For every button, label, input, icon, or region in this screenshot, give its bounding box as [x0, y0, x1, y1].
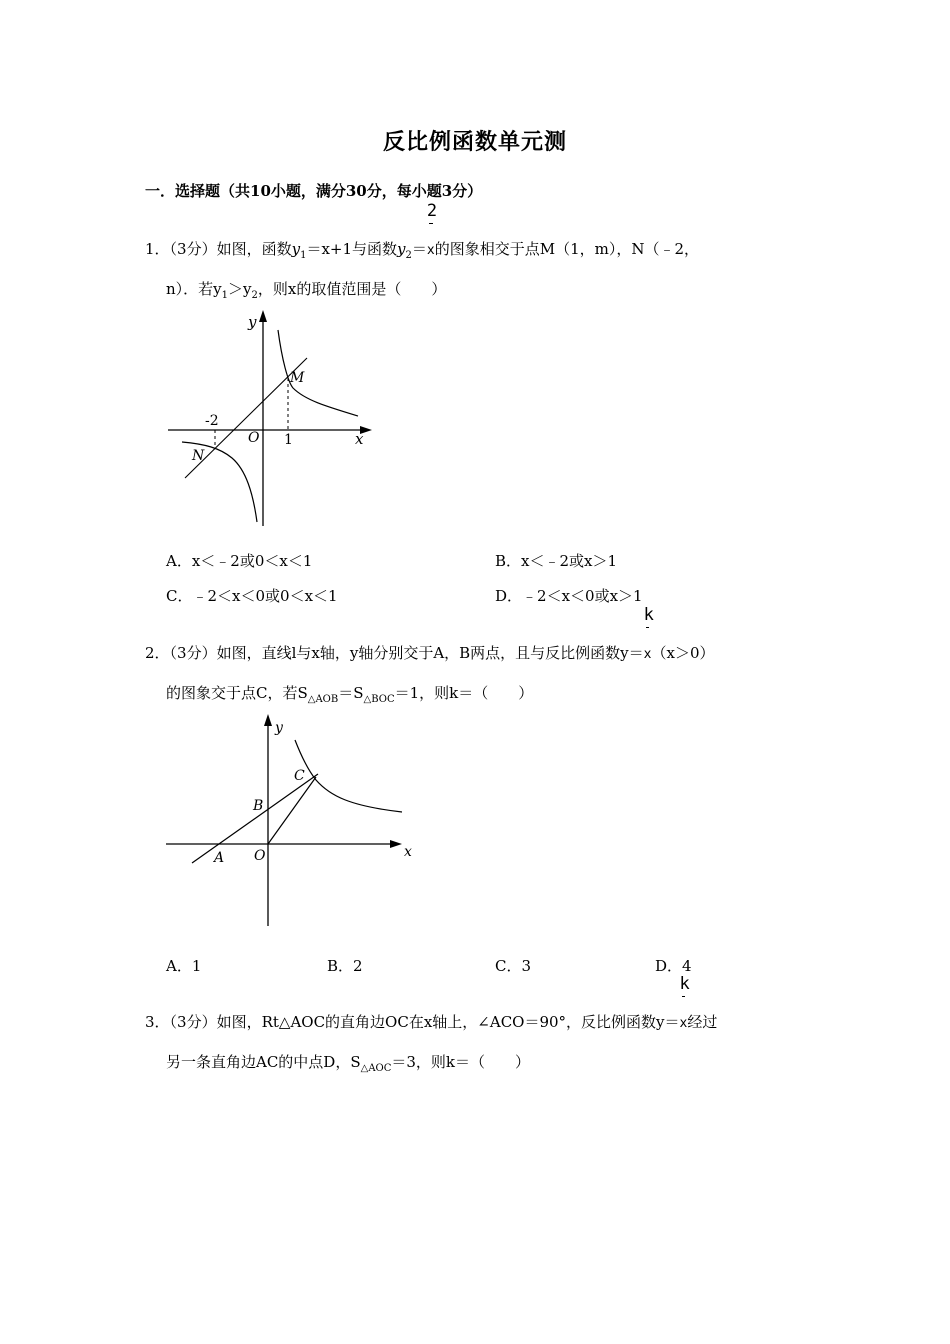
q1-line2: [166, 279, 446, 306]
q1-tick-neg2: -2: [205, 413, 219, 429]
q1-frac-den: x: [426, 243, 435, 258]
q1-number: 1．: [145, 240, 170, 258]
q2-frac-num: k: [643, 605, 654, 625]
q2-line2b: ＝S: [338, 684, 364, 702]
q2-y-label: y: [275, 720, 283, 736]
q1-y1: y: [291, 240, 301, 258]
q1-option-d[interactable]: D．﹣2＜x＜0或x＞1: [495, 587, 643, 605]
q1-line2a: n）．若y: [166, 280, 222, 298]
q3-frac-bar: [682, 996, 686, 997]
q1-y-label: y: [248, 313, 257, 331]
q2-number: 2．: [145, 644, 170, 662]
q2-frac-den: x: [643, 647, 652, 662]
q1-x-label: x: [355, 430, 364, 448]
q1-option-a[interactable]: A．x＜﹣2或0＜x＜1: [166, 552, 313, 570]
q1-y-arrow: [259, 310, 267, 322]
q2-x-label: x: [404, 844, 412, 860]
q2-point-C: C: [294, 768, 305, 784]
q2-text1: （3分）如图，直线l与x轴，y轴分别交于A，B两点，且与反比例函数y＝: [169, 644, 644, 662]
q3-number: 3．: [145, 1013, 170, 1031]
section-heading: 一．选择题（共10小题，满分30分，每小题3分）: [145, 182, 483, 200]
q2-fraction: [643, 605, 654, 665]
q2-y-arrow: [264, 714, 272, 726]
q2-point-B: B: [253, 798, 264, 814]
q2-line2c: ＝1，则k＝（ ）: [394, 684, 534, 702]
q2-sub2: △BOC: [363, 694, 395, 705]
q2-line2: [166, 683, 533, 710]
q2-graph: [160, 710, 420, 932]
q3-line2b: ＝3，则k＝（ ）: [391, 1053, 531, 1071]
q2-option-c[interactable]: C．3: [495, 957, 532, 975]
q3-text1: （3分）如图，Rt△AOC的直角边OC在x轴上，∠ACO＝90°，反比例函数y＝: [169, 1013, 680, 1031]
q2-sub1: △AOB: [307, 694, 339, 705]
q1-y2-sub: 2: [405, 250, 412, 261]
q2-point-A: A: [214, 850, 225, 866]
page-title: 反比例函数单元测: [382, 129, 567, 155]
q2-option-a[interactable]: A．1: [166, 957, 202, 975]
q3-fraction: [679, 974, 690, 1034]
q2-hyperbola: [295, 740, 402, 812]
q1-y1-sub: 1: [300, 250, 307, 261]
q1-score: （3分）如图，函数: [169, 240, 292, 258]
q3-frac-num: k: [679, 974, 690, 994]
q1-line2b: ＞y: [228, 280, 252, 298]
q2-frac-bar: [646, 627, 650, 628]
q1-frac-num: 2: [426, 201, 438, 221]
q2-origin: O: [254, 848, 266, 864]
q2-line2a: 的图象交于点C，若S: [166, 684, 308, 702]
q1-eq1: ＝x+1与函数: [306, 240, 398, 258]
q1-line2c: ，则x的取值范围是（ ）: [257, 280, 447, 298]
q1-line2-sub2: 2: [251, 290, 258, 301]
q3-frac-den: x: [679, 1016, 688, 1031]
q3-line2a: 另一条直角边AC的中点D，S: [166, 1053, 361, 1071]
q3-sub1: △AOC: [360, 1063, 392, 1074]
q1-option-b[interactable]: B．x＜﹣2或x＞1: [495, 552, 618, 570]
q2-option-d[interactable]: D．4: [655, 957, 692, 975]
q1-eq2: ＝: [411, 240, 427, 258]
q2-line1: [145, 605, 715, 665]
q1-points: M（1，m），N（﹣2，: [539, 240, 700, 258]
q1-tail1: 的图象相交于点: [434, 240, 540, 258]
q2-x-arrow: [390, 840, 402, 848]
q1-point-M: M: [290, 370, 305, 386]
q1-point-N: N: [192, 448, 205, 464]
q2-text2: （x＞0）: [651, 644, 715, 662]
q1-option-c[interactable]: C．﹣2＜x＜0或0＜x＜1: [166, 587, 338, 605]
q3-line1: [145, 974, 718, 1034]
q1-fraction: [426, 201, 438, 261]
q1-line1: [145, 201, 700, 266]
q3-text2: 经过: [687, 1013, 718, 1031]
q2-segment-OC: [268, 777, 316, 844]
q1-tick-1: 1: [284, 432, 293, 448]
q3-line2: [166, 1052, 530, 1079]
q1-graph: [160, 308, 380, 530]
q2-option-b[interactable]: B．2: [327, 957, 363, 975]
q1-line2-sub1: 1: [221, 290, 229, 301]
q1-y2: y: [397, 240, 406, 258]
q1-frac-bar: [429, 223, 433, 224]
q1-origin: O: [248, 430, 260, 446]
